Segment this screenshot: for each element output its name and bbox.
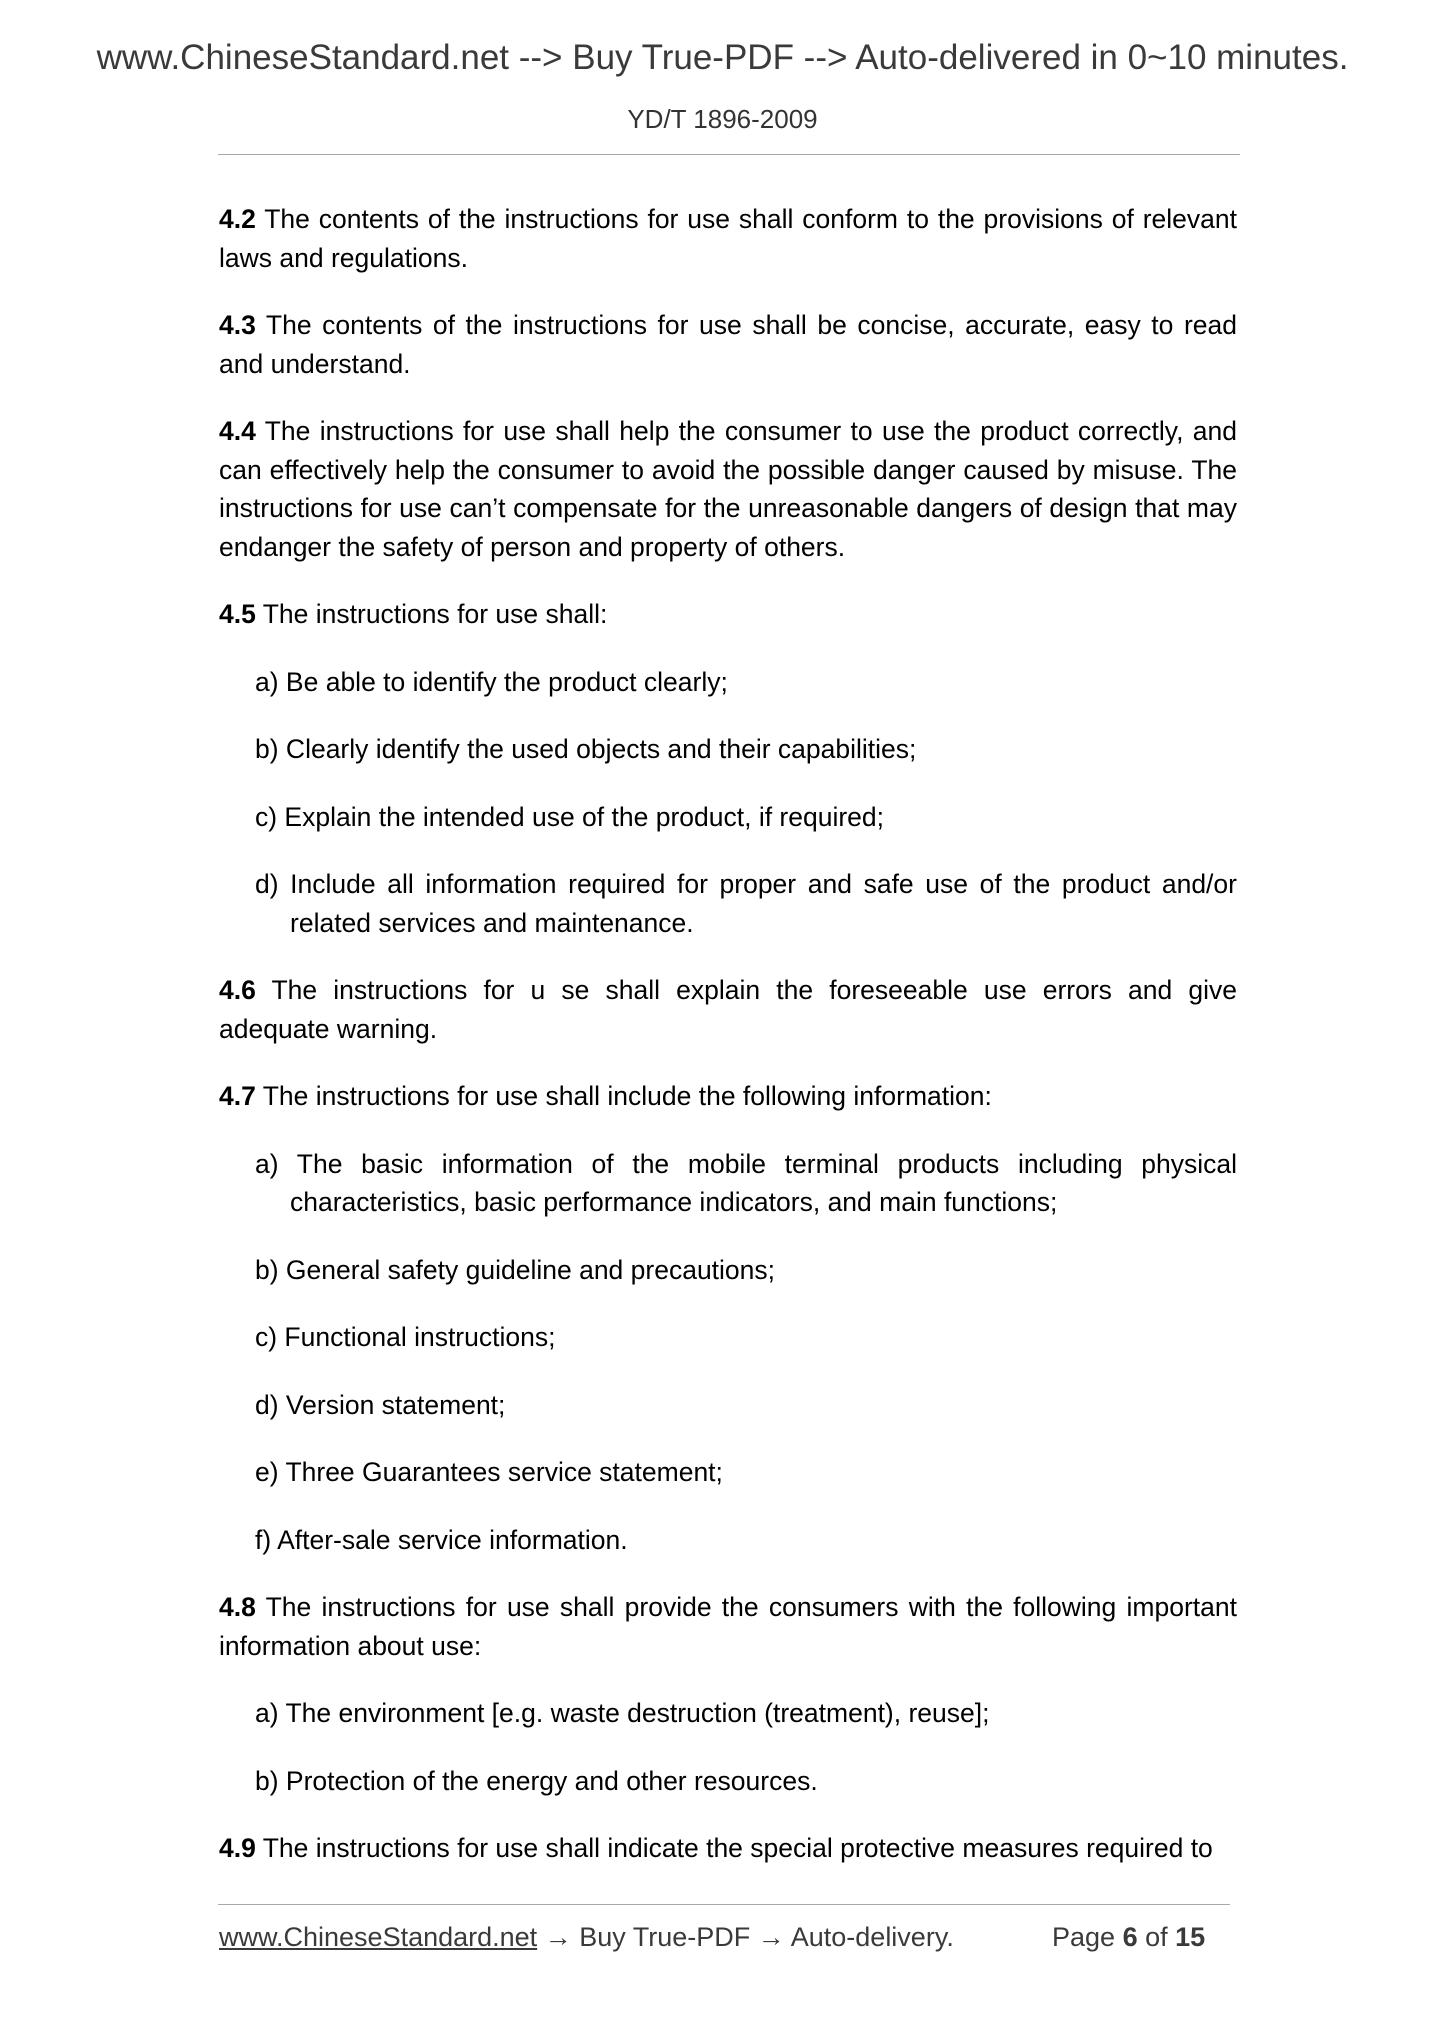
clause-4-7: [219, 1077, 1237, 1116]
top-banner: www.ChineseStandard.net --> Buy True-PDF --> Auto-delivered in 0~10 minutes.: [96, 38, 1349, 77]
footer-promo-text: → Buy True-PDF → Auto-delivery.: [537, 1922, 954, 1952]
list-item: c) Explain the intended use of the product, if required;: [255, 801, 885, 832]
document-body: [219, 200, 1237, 1897]
clause-text: The instructions for use shall include the following information:: [255, 1081, 992, 1111]
clause-number: 4.3: [219, 310, 256, 340]
list-item: a) Be able to identify the product clearly;: [255, 666, 728, 697]
clause-4-4: [219, 412, 1237, 566]
list-item: b) General safety guideline and precautions;: [255, 1254, 776, 1285]
clause-text: The instructions for use shall help the consumer to use the product correctly, and can effectively help the consumer to avoid the possible danger caused by misuse. The instructions for use can’t compensate for the unreasonable dangers of design that may endanger the safety of person and property of others.: [219, 416, 1237, 562]
page-total: 15: [1175, 1922, 1206, 1952]
clause-4-5: [219, 595, 1237, 634]
clause-text: The instructions for use shall provide the consumers with the following important information about use:: [219, 1592, 1237, 1661]
list-item: b) Clearly identify the used objects and their capabilities;: [255, 734, 917, 764]
footer-link[interactable]: www.ChineseStandard.net: [219, 1922, 538, 1952]
list-item: a) The environment [e.g. waste destruction (treatment), reuse];: [255, 1698, 990, 1728]
list-item: c) Functional instructions;: [255, 1322, 556, 1352]
clause-text: The instructions for use shall indicate the special protective measures required to: [255, 1833, 1213, 1863]
list-item: d) Version statement;: [255, 1389, 506, 1420]
clause-4-9: [219, 1829, 1237, 1868]
clause-number: 4.2: [219, 204, 256, 234]
clause-number: 4.7: [219, 1081, 256, 1111]
clause-4-2: [219, 200, 1237, 277]
page-label: Page: [1052, 1922, 1123, 1952]
clause-text: The contents of the instructions for use shall conform to the provisions of relevant laws and regulations.: [219, 204, 1237, 273]
clause-number: 4.8: [219, 1592, 256, 1622]
clause-4-8: [219, 1588, 1237, 1665]
page-indicator: [1052, 1922, 1205, 1953]
clause-text: The instructions for u se shall explain the foreseeable use errors and give adequate warning.: [219, 975, 1237, 1044]
clause-text: The instructions for use shall:: [255, 599, 608, 629]
list-item: f) After-sale service information.: [255, 1524, 628, 1555]
clause-number: 4.9: [219, 1833, 256, 1863]
page-of: of: [1137, 1922, 1176, 1952]
page-current: 6: [1122, 1922, 1138, 1952]
list-item: e) Three Guarantees service statement;: [255, 1457, 723, 1487]
clause-4-3: [219, 306, 1237, 383]
clause-text: The contents of the instructions for use shall be concise, accurate, easy to read and understand.: [219, 310, 1237, 379]
list-item: b) Protection of the energy and other resources.: [255, 1765, 818, 1796]
standard-code: YD/T 1896-2009: [627, 104, 818, 134]
footer-promo: [219, 1922, 954, 1953]
footer-divider: [218, 1904, 1230, 1905]
clause-number: 4.5: [219, 599, 256, 629]
clause-4-6: [219, 971, 1237, 1048]
list-item: a) The basic information of the mobile terminal products including physical characteristics, basic performance indicators, and main functions;: [255, 1148, 1237, 1217]
header-divider: [218, 154, 1240, 155]
clause-number: 4.4: [219, 416, 256, 446]
list-item: d) Include all information required for proper and safe use of the product and/or related services and maintenance.: [255, 869, 1237, 938]
clause-number: 4.6: [219, 975, 256, 1005]
